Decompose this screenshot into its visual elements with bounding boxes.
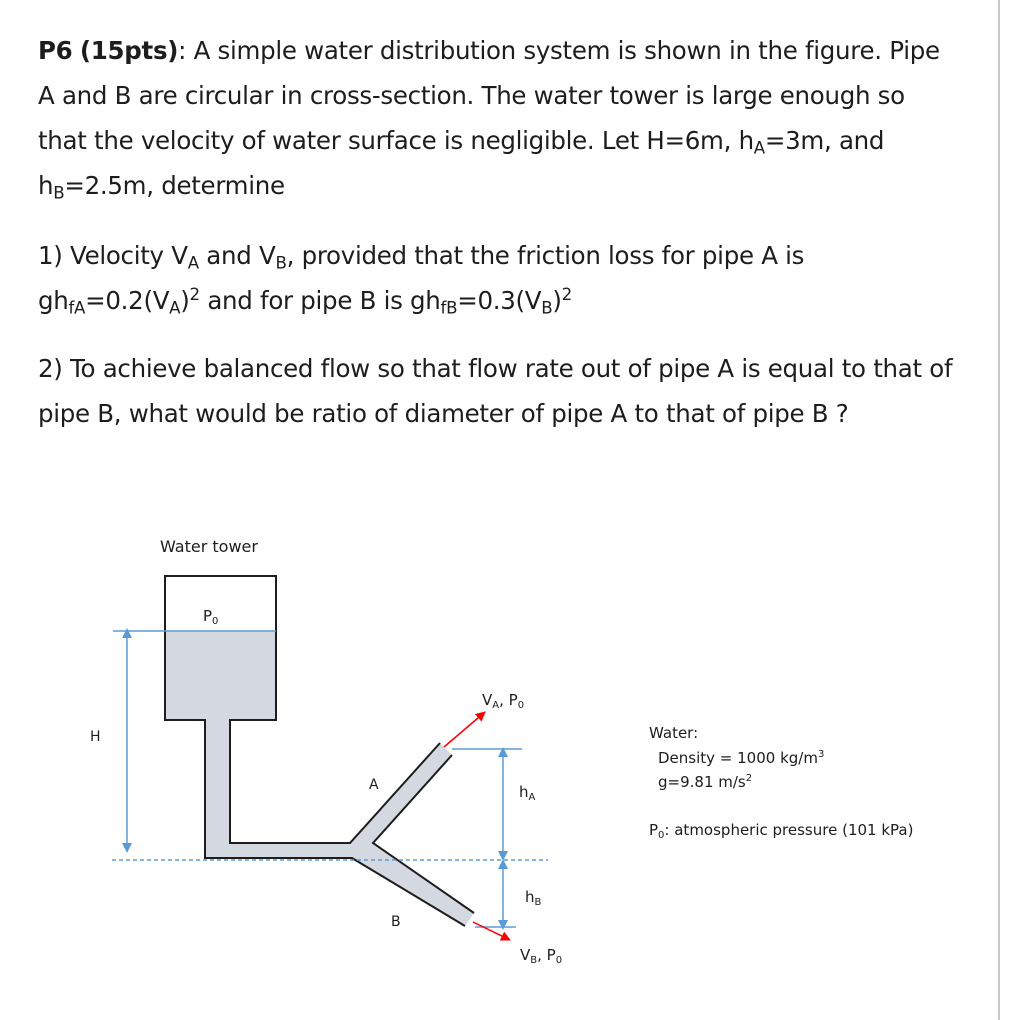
water-tower-label: Water tower <box>160 537 258 556</box>
density-label: Density = 1000 $kg/m^3$ <box>658 749 825 767</box>
vb-p0-label: $V_B$, $P_0$ <box>520 946 563 966</box>
hb-label: $h_B$ <box>525 888 542 908</box>
problem-id: P6 <box>38 36 73 65</box>
p0-note-label: $P_0$: atmospheric pressure (101 kPa) <box>649 821 914 841</box>
tower-p0-label: $P_0$ <box>203 607 219 627</box>
ha-label: $h_A$ <box>519 783 536 803</box>
vb-velocity-arrow <box>473 922 510 940</box>
problem-points: (15pts) <box>79 36 179 65</box>
problem-intro: P6 (15pts): A simple water distribution system is shown in the figure. Pipe A and B are circular in cross-section. The water tower is large enough so that the velocity of water surface is negligible. Let H=6m, $h_A=3m$, and $h_B=2.5m$, determine <box>38 36 940 203</box>
question-1: 1) Velocity $V_A$ and $V_B$, provided that the friction loss for pipe A is $gh_{fA}=0.2(V_A)^2$ and for pipe B is $gh_{fB}=0.3(V_B)^2$ <box>38 241 805 318</box>
water-properties-title: Water: <box>649 724 699 742</box>
pipe-a-label: A <box>369 777 379 793</box>
h-label: H <box>90 729 101 745</box>
pipe-b-label: B <box>391 914 401 930</box>
va-p0-label: $V_A$, $P_0$ <box>482 691 525 711</box>
gravity-label: g=9.81 $m/s^2$ <box>658 773 753 791</box>
va-velocity-arrow <box>444 712 485 747</box>
question-2: 2) To achieve balanced flow so that flow rate out of pipe A is equal to that of pipe B, what would be ratio of diameter of pipe A to that of pipe B ? <box>38 354 953 428</box>
